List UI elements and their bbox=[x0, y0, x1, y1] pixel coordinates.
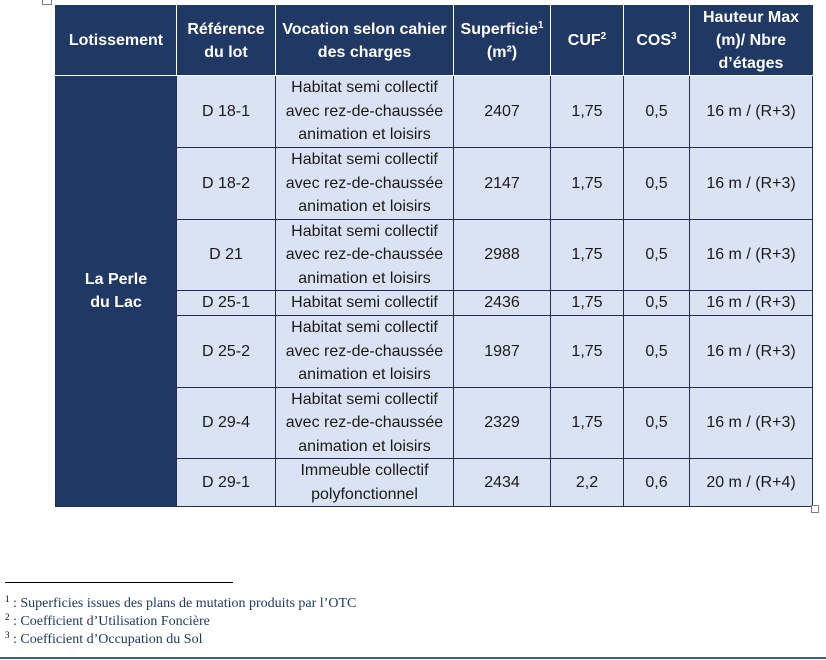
footnote-1-text: : Superficies issues des plans de mutation produits par l’OTC bbox=[9, 596, 357, 611]
lot-hauteur: 16 m / (R+3) bbox=[690, 316, 813, 388]
footnote-2 bbox=[5, 613, 356, 631]
lot-vocation: Habitat semi collectif avec rez-de-chaussée animation et loisirs bbox=[276, 219, 454, 291]
lot-superficie: 2407 bbox=[454, 76, 551, 148]
lot-cos: 0,5 bbox=[624, 316, 690, 388]
lot-cuf: 1,75 bbox=[551, 291, 624, 316]
footnote-2-text: : Coefficient d’Utilisation Foncière bbox=[9, 614, 210, 629]
table-anchor-icon[interactable] bbox=[42, 0, 52, 5]
lot-hauteur: 16 m / (R+3) bbox=[690, 387, 813, 459]
lot-vocation: Habitat semi collectif avec rez-de-chaussée animation et loisirs bbox=[276, 76, 454, 148]
lot-reference: D 29-4 bbox=[177, 387, 276, 459]
lot-reference: D 29-1 bbox=[177, 459, 276, 507]
header-superficie-label: Superficie bbox=[460, 20, 538, 38]
lot-cos: 0,5 bbox=[624, 219, 690, 291]
lot-vocation: Immeuble collectif polyfonctionnel bbox=[276, 459, 454, 507]
footnote-ref-1: 1 bbox=[537, 19, 544, 31]
lot-cos: 0,5 bbox=[624, 76, 690, 148]
header-reference: Référence du lot bbox=[177, 6, 276, 76]
lot-superficie: 2436 bbox=[454, 291, 551, 316]
lot-hauteur: 16 m / (R+3) bbox=[690, 148, 813, 220]
header-cuf bbox=[551, 6, 624, 76]
lot-reference: D 18-2 bbox=[177, 148, 276, 220]
lot-cuf: 1,75 bbox=[551, 316, 624, 388]
footnote-3-number: 3 bbox=[5, 630, 10, 640]
lot-vocation: Habitat semi collectif bbox=[276, 291, 454, 316]
footnote-3 bbox=[5, 631, 356, 649]
lot-cuf: 1,75 bbox=[551, 76, 624, 148]
footnote-separator bbox=[5, 582, 233, 583]
lot-superficie: 2329 bbox=[454, 387, 551, 459]
lot-vocation: Habitat semi collectif avec rez-de-chaussée animation et loisirs bbox=[276, 387, 454, 459]
footnotes bbox=[5, 595, 356, 649]
lot-cuf: 1,75 bbox=[551, 148, 624, 220]
lot-superficie: 2434 bbox=[454, 459, 551, 507]
table-resize-handle[interactable] bbox=[811, 505, 819, 513]
footnote-ref-3: 3 bbox=[671, 31, 677, 42]
lot-reference: D 25-2 bbox=[177, 316, 276, 388]
header-superficie bbox=[454, 6, 551, 76]
lot-cos: 0,5 bbox=[624, 148, 690, 220]
footnote-2-number: 2 bbox=[5, 612, 10, 622]
lot-hauteur: 20 m / (R+4) bbox=[690, 459, 813, 507]
lot-reference: D 25-1 bbox=[177, 291, 276, 316]
lot-hauteur: 16 m / (R+3) bbox=[690, 219, 813, 291]
lot-vocation: Habitat semi collectif avec rez-de-chaussée animation et loisirs bbox=[276, 148, 454, 220]
lot-cuf: 2,2 bbox=[551, 459, 624, 507]
lot-cos: 0,6 bbox=[624, 459, 690, 507]
lot-cos: 0,5 bbox=[624, 291, 690, 316]
lot-reference: D 18-1 bbox=[177, 76, 276, 148]
header-cuf-label: CUF bbox=[567, 32, 601, 49]
lot-vocation: Habitat semi collectif avec rez-de-chaussée animation et loisirs bbox=[276, 316, 454, 388]
footnote-3-text: : Coefficient d’Occupation du Sol bbox=[9, 632, 203, 647]
header-cos-label: COS bbox=[636, 32, 672, 49]
header-cos bbox=[624, 6, 690, 76]
footnote-1 bbox=[5, 595, 356, 613]
lot-superficie: 2988 bbox=[454, 219, 551, 291]
lots-table bbox=[55, 5, 813, 507]
header-hauteur: Hauteur Max (m)/ Nbre d’étages bbox=[690, 6, 813, 76]
footnote-ref-2: 2 bbox=[600, 31, 607, 42]
lotissement-name: La Perle du Lac bbox=[56, 76, 177, 507]
footnote-1-number: 1 bbox=[5, 594, 10, 604]
lot-cuf: 1,75 bbox=[551, 219, 624, 291]
lot-cos: 0,5 bbox=[624, 387, 690, 459]
table-row bbox=[56, 76, 813, 148]
page-bottom-rule bbox=[0, 657, 826, 659]
header-lotissement: Lotissement bbox=[56, 6, 177, 76]
lot-superficie: 1987 bbox=[454, 316, 551, 388]
header-vocation: Vocation selon cahier des charges bbox=[276, 6, 454, 76]
lot-superficie: 2147 bbox=[454, 148, 551, 220]
header-superficie-unit: (m²) bbox=[486, 43, 518, 61]
lot-reference: D 21 bbox=[177, 219, 276, 291]
lot-hauteur: 16 m / (R+3) bbox=[690, 291, 813, 316]
lot-cuf: 1,75 bbox=[551, 387, 624, 459]
table-header-row bbox=[56, 6, 813, 76]
lot-hauteur: 16 m / (R+3) bbox=[690, 76, 813, 148]
